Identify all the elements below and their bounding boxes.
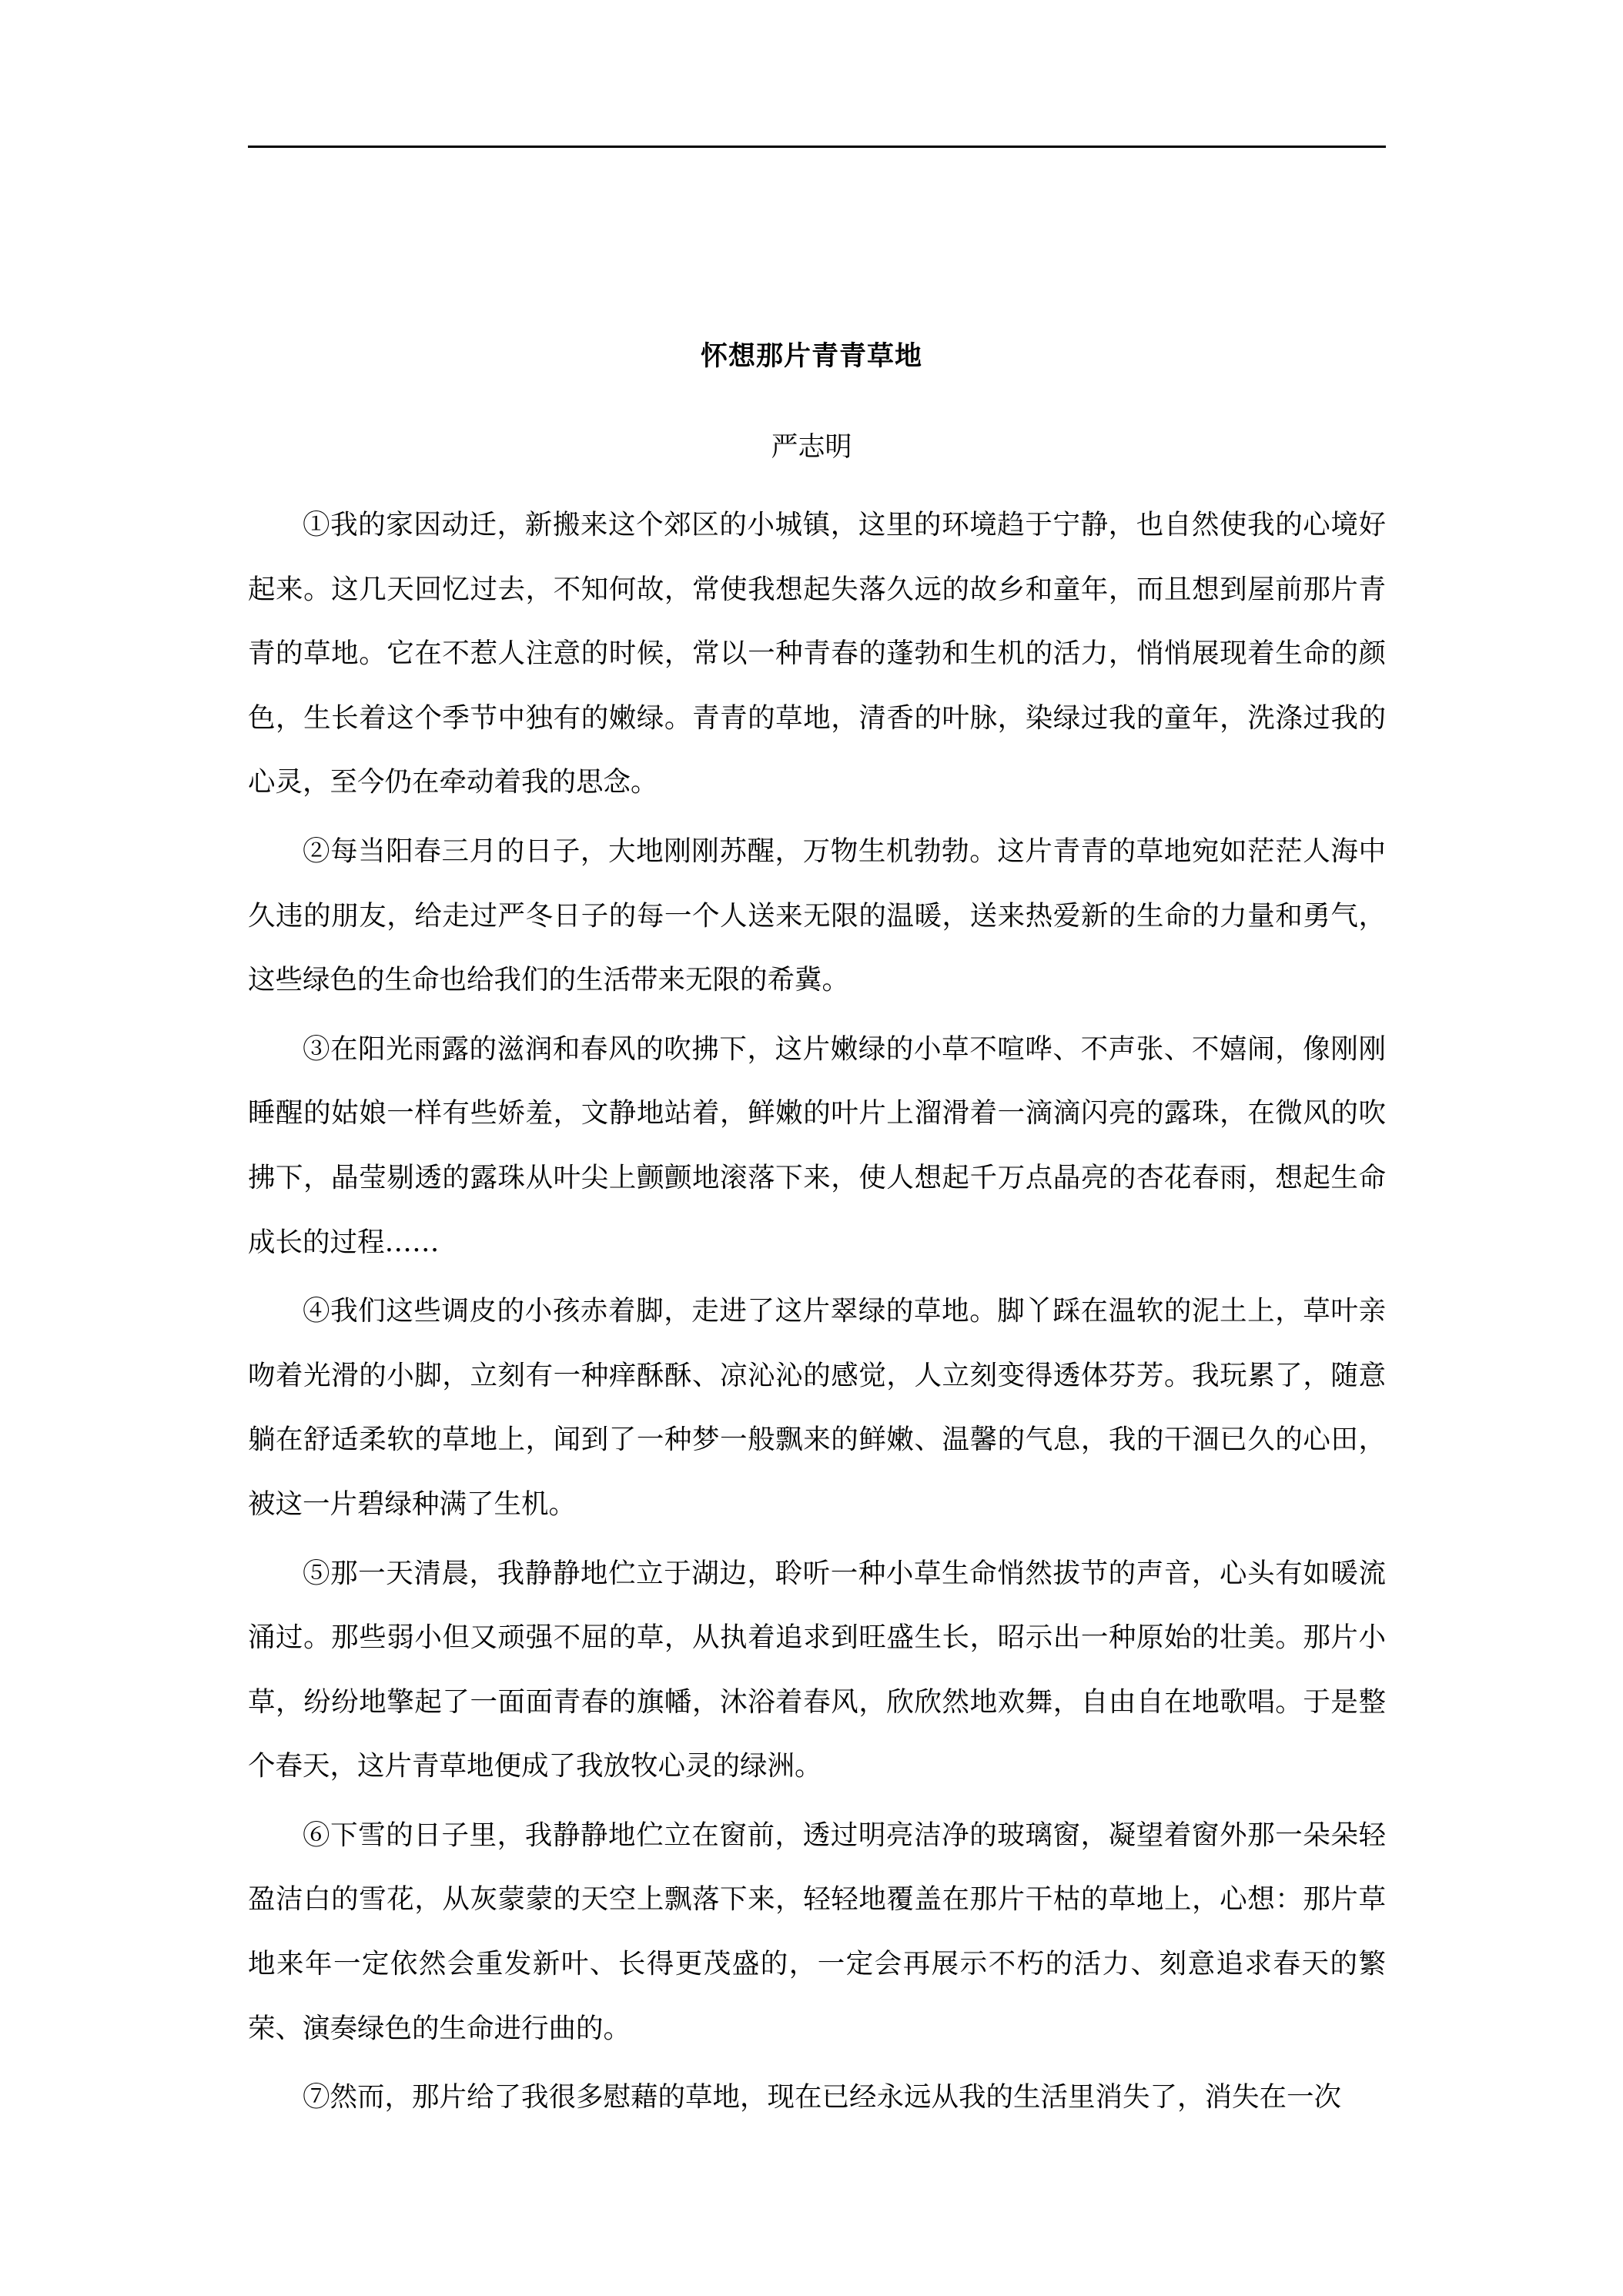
paragraph-2: ②每当阳春三月的日子，大地刚刚苏醒，万物生机勃勃。这片青青的草地宛如茫茫人海中久违的朋友，给走过严冬日子的每一个人送来无限的温暖，送来热爱新的生命的力量和勇气，这些绿色的生命也给我们的生活带来无限的希冀。	[248, 835, 1386, 996]
header-rule	[248, 146, 1386, 148]
paragraph-4: ④我们这些调皮的小孩赤着脚，走进了这片翠绿的草地。脚丫踩在温软的泥土上，草叶亲吻着光滑的小脚，立刻有一种痒酥酥、凉沁沁的感觉，人立刻变得透体芬芳。我玩累了，随意躺在舒适柔软的草地上，闻到了一种梦一般飘来的鲜嫩、温馨的气息，我的干涸已久的心田，被这一片碧绿种满了生机。	[248, 1295, 1386, 1520]
paragraph-1: ①我的家因动迁，新搬来这个郊区的小城镇，这里的环境趋于宁静，也自然使我的心境好起来。这几天回忆过去，不知何故，常使我想起失落久远的故乡和童年，而且想到屋前那片青青的草地。它在不惹人注意的时候，常以一种青春的蓬勃和生机的活力，悄悄展现着生命的颜色，生长着这个季节中独有的嫩绿。青青的草地，清香的叶脉，染绿过我的童年，洗涤过我的心灵，至今仍在牵动着我的思念。	[248, 509, 1386, 798]
paragraph-6: ⑥下雪的日子里，我静静地伫立在窗前，透过明亮洁净的玻璃窗，凝望着窗外那一朵朵轻盈洁白的雪花，从灰蒙蒙的天空上飘落下来，轻轻地覆盖在那片干枯的草地上，心想：那片草地来年一定依然会重发新叶、长得更茂盛的，一定会再展示不朽的活力、刻意追求春天的繁荣、演奏绿色的生命进行曲的。	[248, 1819, 1386, 2044]
paragraph-5: ⑤那一天清晨，我静静地伫立于湖边，聆听一种小草生命悄然拔节的声音，心头有如暖流涌过。那些弱小但又顽强不屈的草，从执着追求到旺盛生长，昭示出一种原始的壮美。那片小草，纷纷地擎起了一面面青春的旗幡，沐浴着春风，欣欣然地欢舞，自由自在地歌唱。于是整个春天，这片青草地便成了我放牧心灵的绿洲。	[248, 1557, 1386, 1782]
article-body	[248, 493, 1386, 2134]
paragraph-7: ⑦然而，那片给了我很多慰藉的草地，现在已经永远从我的生活里消失了，消失在一次	[303, 2081, 1342, 2114]
article-title: 怀想那片青青草地	[700, 340, 922, 372]
paragraph-3: ③在阳光雨露的滋润和春风的吹拂下，这片嫩绿的小草不喧哗、不声张、不嬉闹，像刚刚睡醒的姑娘一样有些娇羞，文静地站着，鲜嫩的叶片上溜滑着一滴滴闪亮的露珠，在微风的吹拂下，晶莹剔透的露珠从叶尖上颤颤地滚落下来，使人想起千万点晶亮的杏花春雨，想起生命成长的过程……	[248, 1033, 1386, 1258]
article-author: 严志明	[771, 432, 852, 463]
